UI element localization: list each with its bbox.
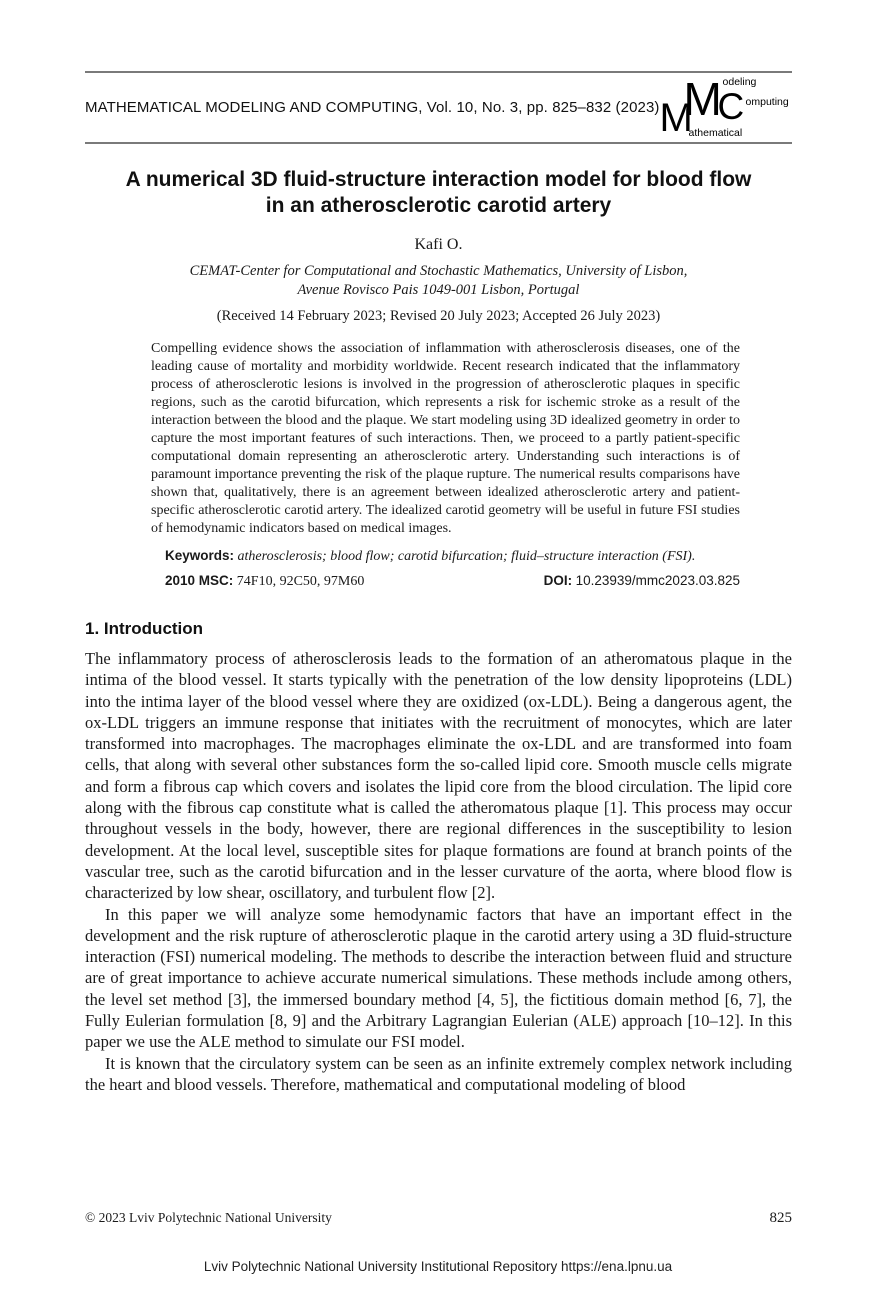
received-dates-line: (Received 14 February 2023; Revised 20 July 2023; Accepted 26 July 2023): [216, 308, 661, 324]
msc-label: 2010 MSC:: [165, 573, 234, 588]
repository-banner: Lviv Polytechnic National University Institutional Repository https://ena.lpnu.ua: [203, 1259, 673, 1274]
logo-word-omputing: omputing: [745, 95, 789, 108]
logo-word-athematical: athematical: [688, 127, 743, 139]
journal-title-line: MATHEMATICAL MODELING AND COMPUTING, Vol. 10, No. 3, pp. 825–832 (2023): [85, 99, 660, 116]
intro-paragraph-3: It is known that the circulatory system can be seen as an infinite extremely complex network including the heart and blood vessels. Therefore, mathematical and computational modeling of blood: [85, 1053, 792, 1094]
mmc-logo: [659, 72, 798, 140]
affiliation-line2: Avenue Rovisco Pais 1049-001 Lisbon, Portugal: [297, 282, 580, 298]
keywords-list: atherosclerosis; blood flow; carotid bifurcation; fluid–structure interaction (FSI).: [237, 549, 696, 564]
keywords-block: [151, 546, 740, 566]
doi-value: 10.23939/mmc2023.03.825: [575, 573, 740, 588]
logo-letter-m-mathematical: M: [659, 95, 693, 140]
page-number: 825: [769, 1210, 792, 1226]
page-footer: [85, 1210, 792, 1227]
abstract-text: Compelling evidence shows the association of inflammation with atherosclerosis diseases, one of the leading cause of mortality and morbidity worldwide. Recent research indicated that the inflammatory process of atherosclerotic lesions is involved in the progression of atherosclerotic plaques in specific regions, such as the carotid bifurcation, which represents a risk for ischemic stroke as a result of the interaction between the blood and the plaque. We start modeling using 3D idealized geometry in order to capture the most important features of such interactions. Then, we proceed to a partly patient-specific computational domain representing an atherosclerotic artery. Understanding such interactions is of paramount importance preventing the risk of the plaque rupture. The numerical results comparisons have shown that, qualitatively, there is an agreement between idealized atherosclerotic artery and patient-specific atherosclerotic carotid artery. The idealized carotid geometry will be useful in future FSI studies of hemodynamic indicators based on medical images.: [151, 341, 740, 536]
author-affiliation: [85, 262, 792, 300]
keywords-label: Keywords:: [165, 548, 235, 563]
msc-group: [151, 573, 364, 590]
doi-group: [544, 573, 740, 590]
doi-label: DOI:: [543, 573, 573, 588]
logo-letter-m-modeling: M: [683, 72, 722, 125]
msc-doi-row: [151, 573, 740, 590]
logo-word-odeling: odeling: [722, 75, 757, 88]
msc-codes: 74F10, 92C50, 97M60: [236, 574, 365, 589]
paper-page: [0, 71, 876, 1311]
intro-paragraph-2: In this paper we will analyze some hemodynamic factors that have an important effect in the development and the risk rupture of atherosclerotic plaque in the carotid artery using a 3D fluid-structure interaction (FSI) numerical modeling. The methods to describe the interaction between fluid and structure are of great importance to achieve accurate numerical simulations. These methods include among others, the level set method [3], the immersed boundary method [4, 5], the fictitious domain method [6, 7], the Fully Eulerian formulation [8, 9] and the Arbitrary Lagrangian Eulerian (ALE) approach [10–12]. In this paper we use the ALE method to simulate our FSI model.: [85, 904, 792, 1052]
paper-title-line1: A numerical 3D fluid-structure interaction model for blood flow: [125, 168, 752, 191]
affiliation-line1: CEMAT-Center for Computational and Stochastic Mathematics, University of Lisbon,: [189, 263, 688, 279]
header-rule-bottom: [85, 142, 792, 144]
copyright-notice: © 2023 Lviv Polytechnic National University: [85, 1210, 332, 1225]
intro-paragraph-1: The inflammatory process of atherosclerosis leads to the formation of an atheromatous plaque in the intima of the blood vessel. It starts typically with the penetration of the low density lipoproteins (LDL) into the intima layer of the blood vessel where they are oxidized (ox-LDL). Being a dangerous agent, the ox-LDL triggers an immune response that initiates with the recruitment of monocytes, which are later transformed into macrophages. The macrophages eliminate the ox-LDL and are transformed into foam cells, that along with several other substances form the so-called lipid core. Smooth muscle cells migrate and form a fibrous cap which covers and isolates the lipid core from the blood circulation. The lipid core along with the fibrous cap constitute what is called the atheromatous plaque [1]. This process may occur throughout vessels in the body, however, there are regional differences in the susceptibility to lesion development. At the local level, susceptible sites for plaque formations are found at branch points of the vascular tree, such as the carotid bifurcation and in the lesser curvature of the aorta, where blood flow is characterized by low shear, oscillatory, and turbulent flow [2].: [85, 649, 792, 903]
journal-header: [85, 73, 792, 142]
paper-title-line2: in an atherosclerotic carotid artery: [265, 194, 612, 217]
logo-letter-c-computing: C: [717, 85, 745, 127]
section-heading-introduction: 1. Introduction: [85, 619, 204, 638]
paper-title: [85, 167, 792, 219]
author-name: Kafi O.: [414, 236, 463, 253]
